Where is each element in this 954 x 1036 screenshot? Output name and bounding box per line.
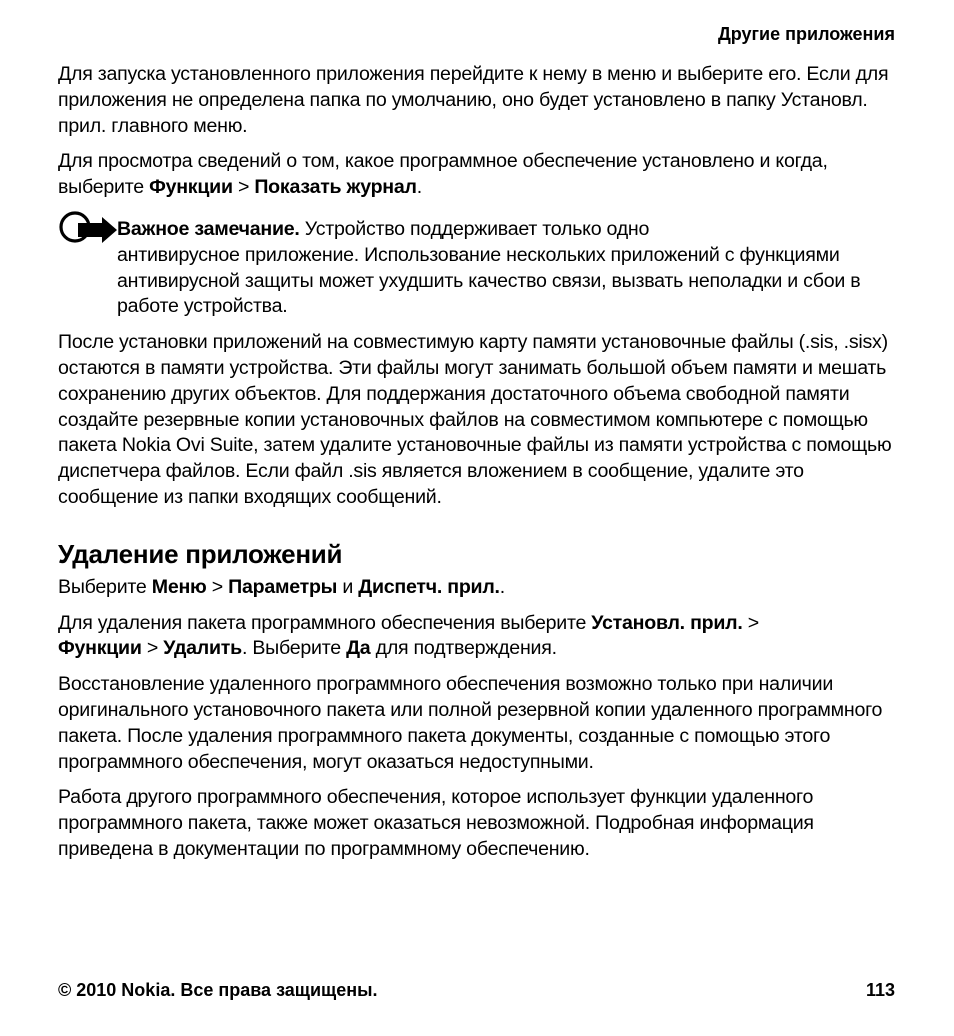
running-header: Другие приложения bbox=[717, 24, 895, 44]
copyright: © 2010 Nokia. Все права защищены. bbox=[58, 980, 378, 1000]
section-heading: Удаление приложений bbox=[58, 538, 343, 569]
menu-delete: Удалить bbox=[163, 637, 242, 660]
page-footer bbox=[58, 980, 895, 1001]
paragraph-install-files: После установки приложений на совместимую карту памяти установочные файлы (.sis, .sisx) остаются в памяти устройства. Эти файлы могут занимать большой объем памяти и мешать сохранению других объектов. Для поддержания достаточного объема свободной памяти создайте резервные копии установочных файлов на совместимом компьютере с помощью пакета Nokia Ovi Suite, затем удалите установочные файлы из памяти устройства с помощью диспетчера файлов. Если файл .sis является вложением в сообщение, удалите это сообщение из папки входящих сообщений. bbox=[58, 331, 892, 508]
important-note-icon bbox=[58, 211, 118, 245]
important-note: Важное замечание. Устройство поддерживает только одно антивирусное приложение. Использование нескольких приложений с функциями антивирусной защиты может ухудшить качество связи, вызвать неполадки и сбои в работе устройства. bbox=[58, 217, 898, 320]
paragraph-other-software: Работа другого программного обеспечения, которое использует функции удаленного программного пакета, также может оказаться невозможной. Подробная информация приведена в документации по программному обеспечению. bbox=[58, 786, 814, 860]
menu-yes: Да bbox=[346, 637, 371, 660]
paragraph-select-menu: Выберите Меню > Параметры и Диспетч. прил.. bbox=[58, 575, 505, 598]
page-content bbox=[58, 62, 898, 873]
note-label: Важное замечание. bbox=[117, 217, 300, 240]
paragraph-launch: Для запуска установленного приложения перейдите к нему в меню и выберите его. Если для приложения не определена папка по умолчанию, оно будет установлено в папку Установл. прил. главного меню. bbox=[58, 63, 889, 137]
menu-installed-apps: Установл. прил. bbox=[591, 611, 743, 634]
menu-functions-2: Функции bbox=[58, 637, 142, 660]
menu-menu: Меню bbox=[151, 575, 207, 598]
menu-show-log: Показать журнал bbox=[254, 176, 417, 199]
page-number: 113 bbox=[865, 980, 895, 1000]
paragraph-log: Для просмотра сведений о том, какое программное обеспечение установлено и когда, выберите Функции > Показать журнал. bbox=[58, 150, 828, 199]
menu-functions: Функции bbox=[149, 176, 233, 199]
paragraph-restore: Восстановление удаленного программного обеспечения возможно только при наличии оригинального установочного пакета или полной резервной копии удаленного программного пакета. После удаления программного пакета документы, созданные с помощью этого программного обеспечения, могут оказаться недоступными. bbox=[58, 673, 883, 773]
paragraph-remove: Для удаления пакета программного обеспечения выберите Установл. прил. > Функции > Удалить. Выберите Да для подтверждения. bbox=[58, 611, 759, 660]
menu-settings: Параметры bbox=[228, 575, 338, 598]
menu-app-manager: Диспетч. прил. bbox=[358, 575, 500, 598]
